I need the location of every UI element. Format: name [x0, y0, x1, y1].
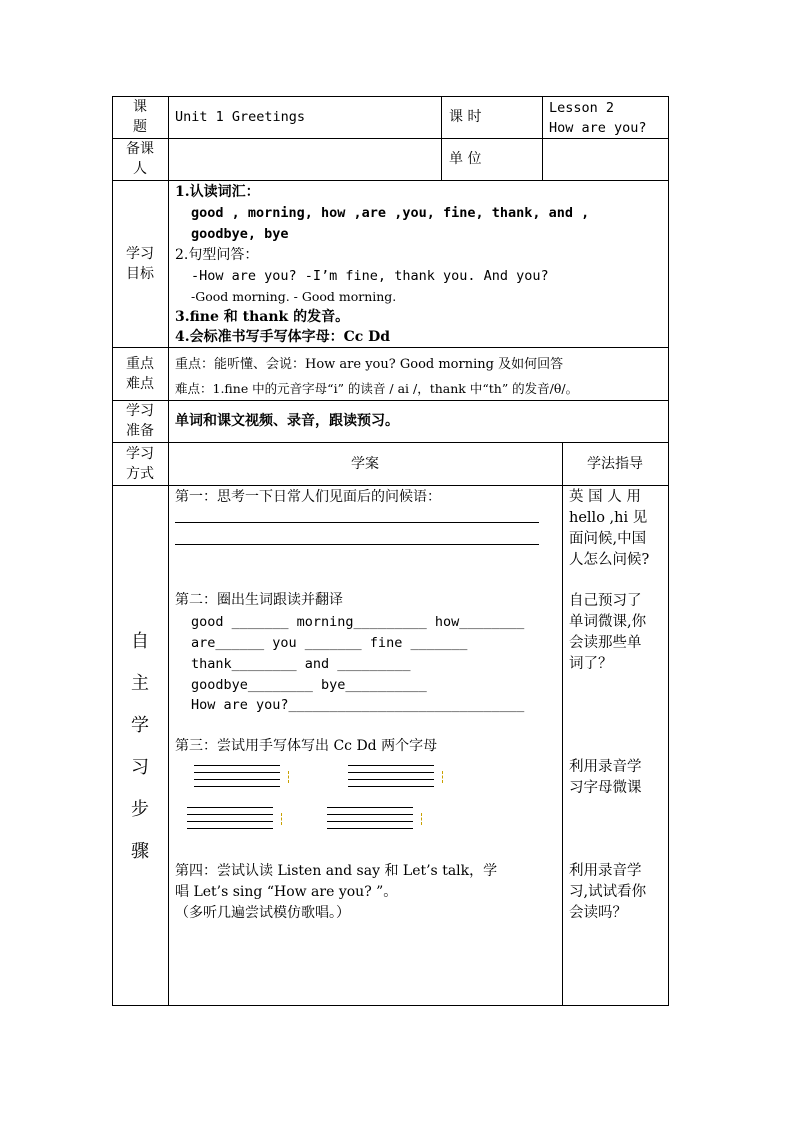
row-divider: [112, 485, 669, 486]
subject-value: Unit 1 Greetings: [175, 109, 306, 125]
objectives-label: 学习 目标: [126, 246, 154, 282]
objective-heading-1: 1.认读词汇：: [175, 184, 260, 200]
table-border-left: [112, 96, 113, 1006]
steps-label-char: 主: [131, 673, 149, 694]
unit-label: 单 位: [449, 151, 482, 167]
row-divider: [112, 180, 669, 181]
table-border-top: [112, 96, 669, 97]
prep-text: 单词和课文视频、录音，跟读预习。: [175, 413, 399, 429]
guide-text: 自己预习了: [569, 593, 642, 609]
subject-label: 课 题: [133, 99, 147, 135]
steps-label-char: 自: [131, 631, 149, 652]
column-divider: [542, 96, 543, 180]
guide-header: 学法指导: [587, 456, 643, 472]
column-divider: [168, 96, 169, 1006]
guide-text: 会读吗？: [569, 905, 627, 921]
step4-line2: 唱 Let’s sing “How are you? ”。: [175, 884, 398, 900]
row-divider: [112, 400, 669, 401]
row-divider: [112, 442, 669, 443]
objective-heading-3: 3.fine 和 thank 的发音。: [175, 309, 350, 325]
objective-heading-2: 2.句型问答：: [175, 247, 259, 263]
guide-text: 习字母微课: [569, 780, 642, 796]
guide-text: 会读那些单: [569, 635, 642, 651]
table-border-bottom: [112, 1005, 669, 1006]
objective-vocab-line-1: good , morning, how ,are ,you, fine, thank, and ,: [191, 205, 590, 221]
steps-label-char: 学: [131, 715, 149, 736]
period-label: 课 时: [449, 109, 482, 125]
table-border-right: [668, 96, 669, 1006]
steps-label-char: 习: [131, 757, 149, 778]
method-label: 学习 方式: [126, 446, 154, 482]
steps-label-char: 步: [131, 799, 149, 820]
objective-heading-4: 4.会标准书写手写体字母：Cc Dd: [175, 329, 391, 345]
column-divider: [441, 96, 442, 180]
vocab-row: are______ you _______ fine _______: [191, 635, 468, 651]
column-divider: [562, 442, 563, 1005]
objective-dialog-2: -Good morning. - Good morning.: [191, 289, 397, 304]
guide-text: 人怎么问候?: [569, 552, 650, 568]
row-divider: [112, 347, 669, 348]
keypoint-difficulty: 难点：1.fine 中的元音字母“i” 的读音 / ai /，thank 中“th” 的发音/θ/。: [175, 381, 579, 396]
step4-line3: （多听几遍尝试模仿歌唱。）: [175, 905, 350, 921]
step1-title: 第一：思考一下日常人们见面后的问候语：: [175, 489, 441, 505]
guide-text: hello ,hi 见: [569, 510, 648, 526]
step4-line1: 第四：尝试认读 Listen and say 和 Let’s talk，学: [175, 863, 498, 879]
guide-text: 面问候,中国: [569, 531, 647, 547]
keypoint-focus: 重点：能听懂、会说：How are you? Good morning 及如何回答: [175, 357, 564, 372]
plan-header: 学案: [351, 456, 379, 472]
prep-label: 学习 准备: [126, 403, 154, 439]
keypoints-label: 重点 难点: [126, 356, 154, 392]
answer-line: [175, 522, 539, 523]
vocab-row: goodbye________ bye__________: [191, 677, 427, 693]
steps-label-char: 骤: [131, 841, 149, 862]
answer-line: [175, 544, 539, 545]
step3-title: 第三：尝试用手写体写出 Cc Dd 两个字母: [175, 738, 438, 754]
guide-text: 习,试试看你: [569, 884, 647, 900]
guide-text: 利用录音学: [569, 759, 642, 775]
step2-title: 第二：圈出生词跟读并翻译: [175, 592, 343, 608]
vocab-row: good _______ morning_________ how________: [191, 614, 525, 630]
guide-text: 单词微课,你: [569, 614, 647, 630]
preparer-label: 备课 人: [126, 141, 154, 177]
lesson-number: Lesson 2: [549, 100, 615, 116]
guide-text: 利用录音学: [569, 863, 642, 879]
vocab-row: How are you?_____________________________: [191, 697, 525, 713]
vocab-row: thank________ and _________: [191, 656, 411, 672]
guide-text: 词了？: [569, 656, 613, 672]
row-divider: [112, 138, 669, 139]
lesson-title: How are you?: [549, 120, 647, 136]
objective-vocab-line-2: goodbye, bye: [191, 226, 289, 242]
guide-text: 英 国 人 用: [569, 489, 641, 505]
objective-dialog-1: -How are you? -I’m fine, thank you. And you?: [191, 268, 549, 284]
